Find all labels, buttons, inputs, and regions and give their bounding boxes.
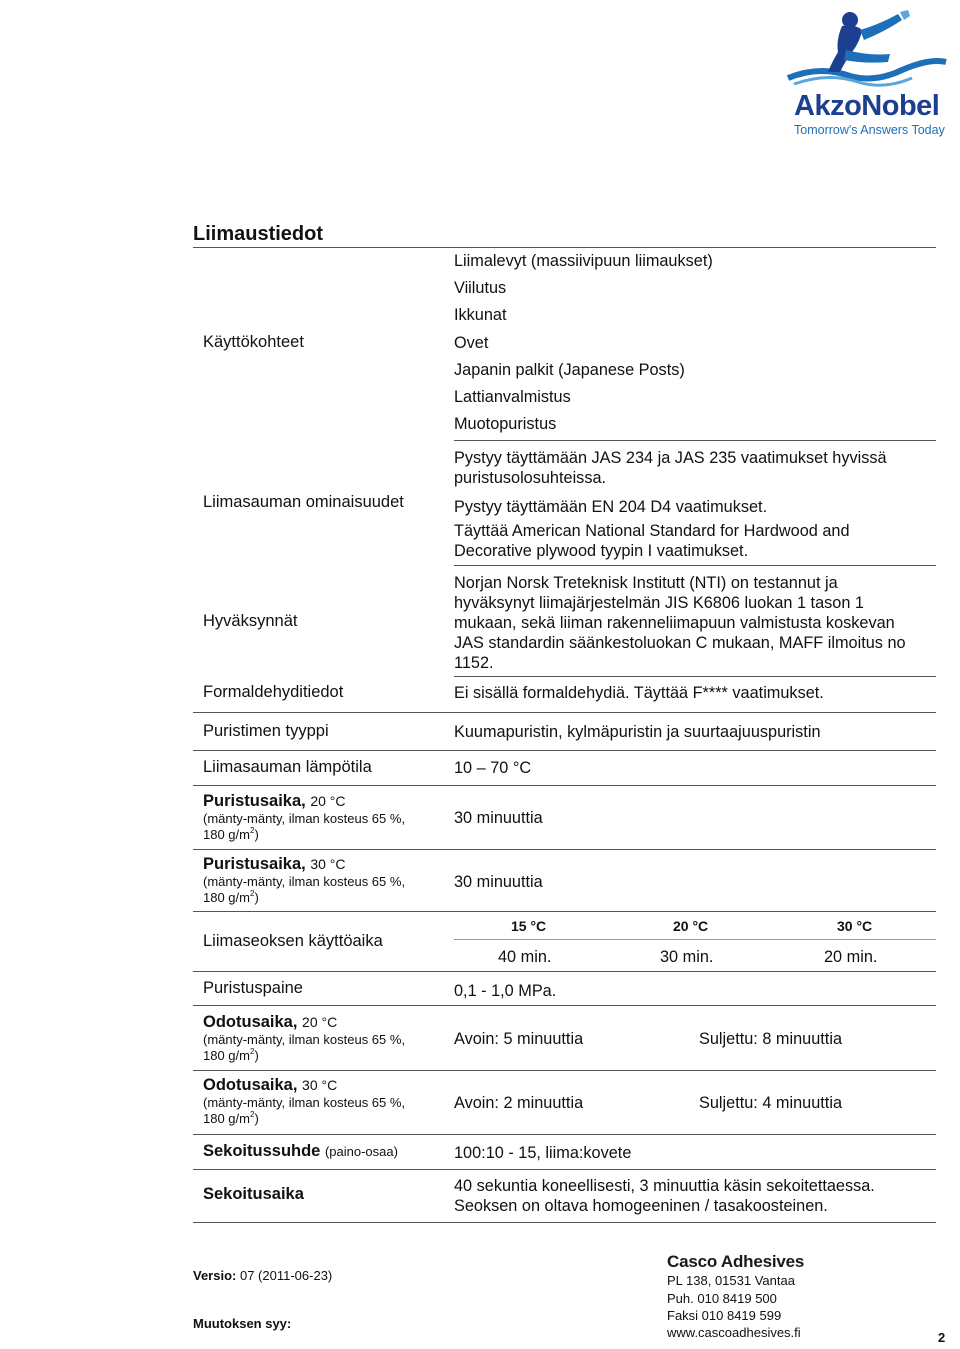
divider <box>193 1134 936 1135</box>
divider <box>193 971 936 972</box>
puristusaika-20-value: 30 minuuttia <box>454 809 543 827</box>
sekoitussuhde-value: 100:10 - 15, liima:kovete <box>454 1144 632 1162</box>
puristin-value: Kuumapuristin, kylmäpuristin ja suurtaajuuspuristin <box>454 723 821 741</box>
divider <box>454 939 936 940</box>
divider <box>193 712 936 713</box>
website-link[interactable]: www.cascoadhesives.fi <box>667 1325 801 1340</box>
list-item: Liimalevyt (massiivipuun liimaukset) <box>454 252 713 270</box>
figure-icon <box>780 10 950 92</box>
puristuspaine-value: 0,1 - 1,0 MPa. <box>454 982 557 1000</box>
sekoitusaika-value: 40 sekuntia koneellisesti, 3 minuuttia käsin sekoitettaessa. Seoksen on oltava homogeeninen / tasakoosteinen. <box>454 1177 875 1215</box>
label-puristuspaine: Puristuspaine <box>203 979 303 997</box>
logo-wordmark: AkzoNobel <box>794 90 940 122</box>
divider <box>193 1070 936 1071</box>
list-item: Ikkunat <box>454 306 507 325</box>
label-odotusaika-30: Odotusaika, 30 °C (mänty-mänty, ilman kosteus 65 %, 180 $g/m^2$) <box>203 1076 406 1126</box>
label-kayttoaika: Liimaseoksen käyttöaika <box>203 932 383 950</box>
kayttoaika-header-20: 20 °C <box>673 918 709 934</box>
divider <box>193 1222 936 1223</box>
list-item: Lattianvalmistus <box>454 387 571 406</box>
label-hyvaksynnat: Hyväksynnät <box>203 612 298 630</box>
ominaisuudet-p1: Pystyy täyttämään JAS 234 ja JAS 235 vaatimukset hyvissä puristusolosuhteissa. <box>454 449 887 487</box>
puristusaika-30-value: 30 minuuttia <box>454 873 543 891</box>
label-odotusaika-20: Odotusaika, 20 °C (mänty-mänty, ilman kosteus 65 %, 180 $g/m^2$) <box>203 1013 406 1063</box>
divider <box>193 785 936 786</box>
formaldehydi-value: Ei sisällä formaldehydiä. Täyttää F**** vaatimukset. <box>454 684 824 702</box>
odotusaika-30-closed: Suljettu: 4 minuuttia <box>699 1094 842 1112</box>
divider <box>193 911 936 912</box>
odotusaika-20-closed: Suljettu: 8 minuuttia <box>699 1030 842 1048</box>
label-kayttokohteet: Käyttökohteet <box>203 333 304 351</box>
change-reason: Muutoksen syy: <box>193 1316 292 1331</box>
label-sekoitusaika: Sekoitusaika <box>203 1185 304 1203</box>
page-number: 2 <box>938 1330 946 1345</box>
divider <box>454 565 936 566</box>
logo-tagline: Tomorrow's Answers Today <box>794 123 945 137</box>
lampotila-value: 10 – 70 °C <box>454 759 532 777</box>
list-item: Viilutus <box>454 279 507 298</box>
label-ominaisuudet: Liimasauman ominaisuudet <box>203 493 404 511</box>
kayttokohteet-list <box>454 248 713 438</box>
label-lampotila: Liimasauman lämpötila <box>203 758 372 776</box>
divider <box>193 849 936 850</box>
label-formaldehydi: Formaldehyditiedot <box>203 683 344 701</box>
page-title: Liimaustiedot <box>193 223 324 245</box>
ominaisuudet-p2: Pystyy täyttämään EN 204 D4 vaatimukset. <box>454 498 768 516</box>
kayttoaika-header-30: 30 °C <box>837 918 873 934</box>
kayttoaika-value-20: 30 min. <box>660 948 714 966</box>
divider <box>193 1169 936 1170</box>
list-item: Japanin palkit (Japanese Posts) <box>454 360 685 379</box>
fax: Faksi 010 8419 599 <box>667 1308 782 1323</box>
label-sekoitussuhde: Sekoitussuhde (paino-osaa) <box>203 1142 398 1160</box>
divider <box>193 750 936 751</box>
list-item: Muotopuristus <box>454 415 557 434</box>
kayttoaika-header-15: 15 °C <box>511 918 547 934</box>
divider <box>193 1005 936 1006</box>
company-name: Casco Adhesives <box>667 1252 805 1271</box>
akzonobel-logo <box>780 10 950 140</box>
kayttoaika-value-15: 40 min. <box>498 948 552 966</box>
divider <box>454 676 936 677</box>
divider <box>454 440 936 441</box>
label-puristin: Puristimen tyyppi <box>203 722 329 740</box>
label-puristusaika-30: Puristusaika, 30 °C (mänty-mänty, ilman kosteus 65 %, 180 $g/m^2$) <box>203 855 406 905</box>
address: PL 138, 01531 Vantaa <box>667 1273 795 1288</box>
kayttoaika-value-30: 20 min. <box>824 948 878 966</box>
ominaisuudet-p3: Täyttää American National Standard for Hardwood and Decorative plywood tyypin I vaatimukset. <box>454 522 850 560</box>
odotusaika-30-open: Avoin: 2 minuuttia <box>454 1094 584 1112</box>
odotusaika-20-open: Avoin: 5 minuuttia <box>454 1030 584 1048</box>
list-item: Ovet <box>454 333 489 352</box>
label-puristusaika-20: Puristusaika, 20 °C (mänty-mänty, ilman kosteus 65 %, 180 $g/m^2$) <box>203 792 406 842</box>
version: Versio: 07 (2011-06-23) <box>193 1268 333 1283</box>
hyvaksynnat-text: Norjan Norsk Treteknisk Institutt (NTI) on testannut ja hyväksynyt liimajärjestelmän JIS K6806 luokan 1 tason 1 mukaan, sekä liiman rakenneliimapuun valmistusta koskevan JAS standardin säänkestoluokan C mukaan, MAFF ilmoitus no 1152. <box>454 574 906 672</box>
phone: Puh. 010 8419 500 <box>667 1291 777 1306</box>
